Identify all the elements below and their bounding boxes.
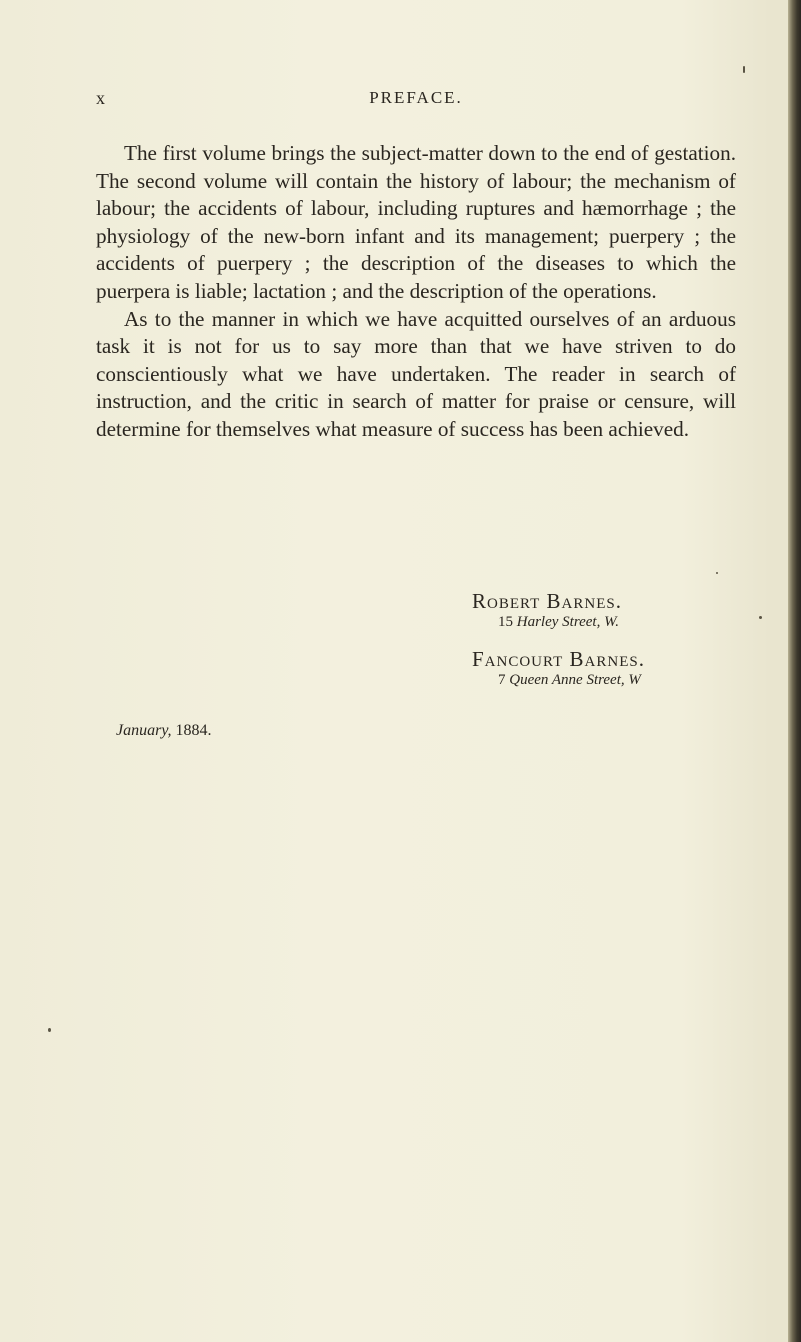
signature-robert-barnes [472,589,772,631]
print-speck [716,572,718,574]
signature-fancourt-barnes [472,647,772,689]
page-number: x [96,88,106,108]
date-year: 1884. [175,722,212,739]
print-speck [759,616,762,619]
signature-address [498,672,772,689]
date-month: January, [116,722,172,739]
running-title: PREFACE. [369,88,463,107]
signature-name: Fancourt Barnes. [472,647,645,671]
signature-address [498,614,772,631]
print-speck [48,1028,51,1032]
paragraph-2: As to the manner in which we have acquitted ourselves of an arduous task it is not for us to say more than that we have striven to do conscientiously what we have undertaken. The reader in search of instruction, and the critic in search of matter for praise or censure, will determine for themselves what measure of success has been achieved. [96,306,736,441]
running-header [96,86,736,112]
address-number: 15 [498,614,513,630]
address-street: Queen Anne Street, W [509,672,641,688]
signature-name: Robert Barnes. [472,589,622,613]
preface-body [96,140,736,444]
address-street: Harley Street, W. [516,614,619,630]
paragraph-1: The first volume brings the subject-matter down to the end of gestation. The second volume will contain the history of labour; the mechanism of labour; the accidents of labour, including ruptures and hæmorrhage ; the physiology of the new-born infant and its management; puerpery ; the accidents of puerpery ; the description of the diseases to which the puerpera is liable; lactation ; and the description of the operations. [96,141,736,303]
book-spine-edge [788,0,801,1342]
address-number: 7 [498,672,506,688]
print-speck [743,66,745,73]
preface-date [116,722,212,740]
